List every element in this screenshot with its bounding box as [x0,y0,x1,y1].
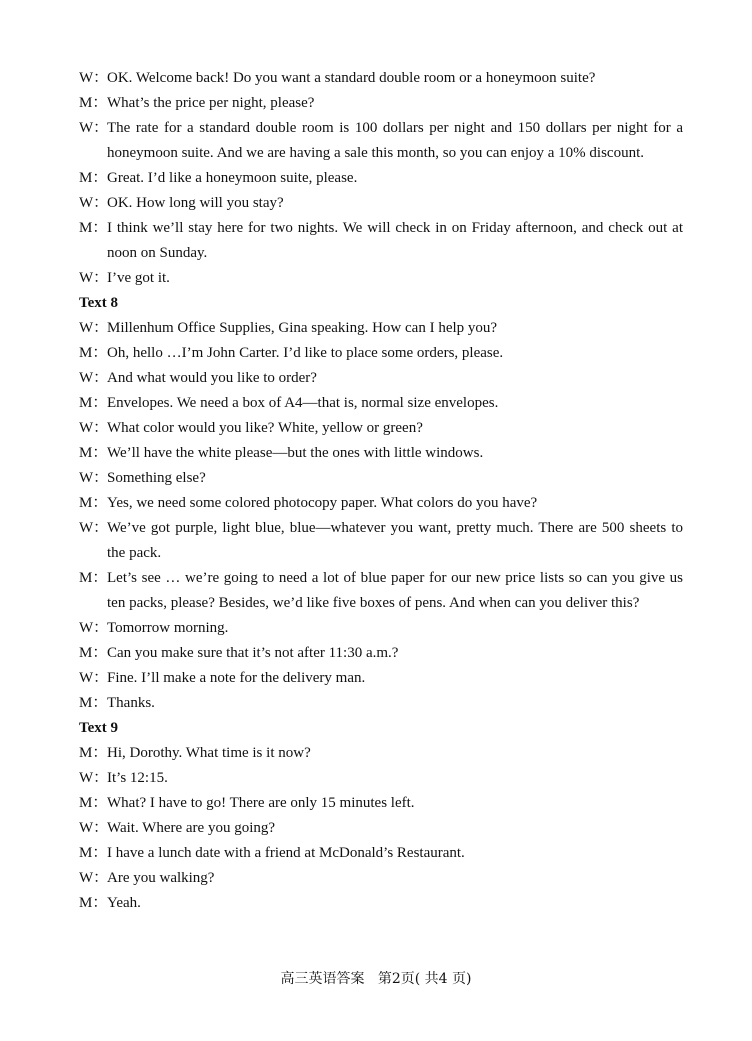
speaker-label: W： [79,620,109,636]
dialogue-line [79,441,683,466]
dialogue-text: Fine. I’ll make a note for the delivery man. [107,670,366,686]
dialogue-transcript [79,66,683,916]
dialogue-text: I have a lunch date with a friend at McDonald’s Restaurant. [107,845,465,861]
dialogue-text: I’ve got it. [107,270,170,286]
footer-title: 高三英语答案 [280,971,365,987]
dialogue-line [79,641,683,666]
dialogue-text: OK. How long will you stay? [107,195,284,211]
dialogue-line [79,666,683,691]
dialogue-line [79,616,683,641]
dialogue-line [79,766,683,791]
speaker-label: W： [79,320,109,336]
dialogue-text: And what would you like to order? [107,370,317,386]
section-heading: Text 8 [79,295,119,311]
speaker-label: W： [79,195,109,211]
speaker-label: W： [79,70,109,86]
speaker-label: M： [79,795,108,811]
dialogue-line [79,466,683,491]
dialogue-text: We’ve got purple, light blue, blue—whatever you want, pretty much. There are 500 sheets to the pack. [107,520,683,561]
dialogue-text: OK. Welcome back! Do you want a standard double room or a honeymoon suite? [107,70,596,86]
speaker-label: W： [79,770,109,786]
dialogue-text: We’ll have the white please—but the ones with little windows. [107,445,484,461]
dialogue-line [79,416,683,441]
dialogue-line [79,741,683,766]
dialogue-text: Tomorrow morning. [107,620,229,636]
speaker-label: M： [79,695,108,711]
speaker-label: W： [79,670,109,686]
speaker-label: M： [79,445,108,461]
section-heading: Text 9 [79,720,119,736]
dialogue-line [79,66,683,91]
speaker-label: M： [79,170,108,186]
dialogue-line [79,166,683,191]
speaker-label: W： [79,420,109,436]
dialogue-text: What’s the price per night, please? [107,95,315,111]
speaker-label: M： [79,745,108,761]
dialogue-line [79,391,683,416]
dialogue-text: Millenhum Office Supplies, Gina speaking. How can I help you? [107,320,498,336]
dialogue-line [79,841,683,866]
dialogue-line [79,216,683,266]
speaker-label: W： [79,120,109,136]
dialogue-text: The rate for a standard double room is 100 dollars per night and 150 dollars per night for a honeymoon suite. And we are having a sale this month, so you can enjoy a 10% discount. [107,120,683,161]
dialogue-text: Wait. Where are you going? [107,820,276,836]
dialogue-line [79,891,683,916]
dialogue-line [79,366,683,391]
dialogue-line [79,691,683,716]
dialogue-line [79,816,683,841]
dialogue-line [79,316,683,341]
speaker-label: W： [79,870,109,886]
speaker-label: M： [79,395,108,411]
dialogue-line [79,866,683,891]
dialogue-text: It’s 12:15. [107,770,168,786]
speaker-label: W： [79,520,109,536]
speaker-label: M： [79,95,108,111]
page-footer [0,968,752,988]
dialogue-text: What? I have to go! There are only 15 minutes left. [107,795,415,811]
dialogue-text: Yeah. [107,895,141,911]
speaker-label: W： [79,470,109,486]
dialogue-text: Something else? [107,470,206,486]
dialogue-text: What color would you like? White, yellow or green? [107,420,423,436]
speaker-label: W： [79,370,109,386]
dialogue-text: I think we’ll stay here for two nights. We will check in on Friday afternoon, and check out at noon on Sunday. [107,220,683,261]
dialogue-line [79,91,683,116]
dialogue-text: Let’s see … we’re going to need a lot of blue paper for our new price lists so can you give us ten packs, please? Besides, we’d like five boxes of pens. And when can you deliver this? [107,570,683,611]
dialogue-text: Envelopes. We need a box of A4—that is, normal size envelopes. [107,395,499,411]
dialogue-text: Are you walking? [107,870,215,886]
footer-page-number: 第2页( 共4 页) [377,971,472,987]
dialogue-line [79,266,683,291]
speaker-label: M： [79,645,108,661]
dialogue-line [79,566,683,616]
dialogue-line [79,791,683,816]
speaker-label: M： [79,845,108,861]
dialogue-text: Thanks. [107,695,155,711]
dialogue-text: Yes, we need some colored photocopy paper. What colors do you have? [107,495,538,511]
speaker-label: M： [79,495,108,511]
speaker-label: W： [79,820,109,836]
speaker-label: M： [79,220,108,236]
dialogue-text: Great. I’d like a honeymoon suite, please. [107,170,358,186]
speaker-label: W： [79,270,109,286]
dialogue-line [79,341,683,366]
dialogue-line [79,516,683,566]
dialogue-line [79,491,683,516]
dialogue-line [79,191,683,216]
dialogue-text: Can you make sure that it’s not after 11:30 a.m.? [107,645,399,661]
speaker-label: M： [79,895,108,911]
dialogue-line [79,116,683,166]
speaker-label: M： [79,570,108,586]
speaker-label: M： [79,345,108,361]
dialogue-text: Oh, hello …I’m John Carter. I’d like to place some orders, please. [107,345,504,361]
dialogue-text: Hi, Dorothy. What time is it now? [107,745,311,761]
